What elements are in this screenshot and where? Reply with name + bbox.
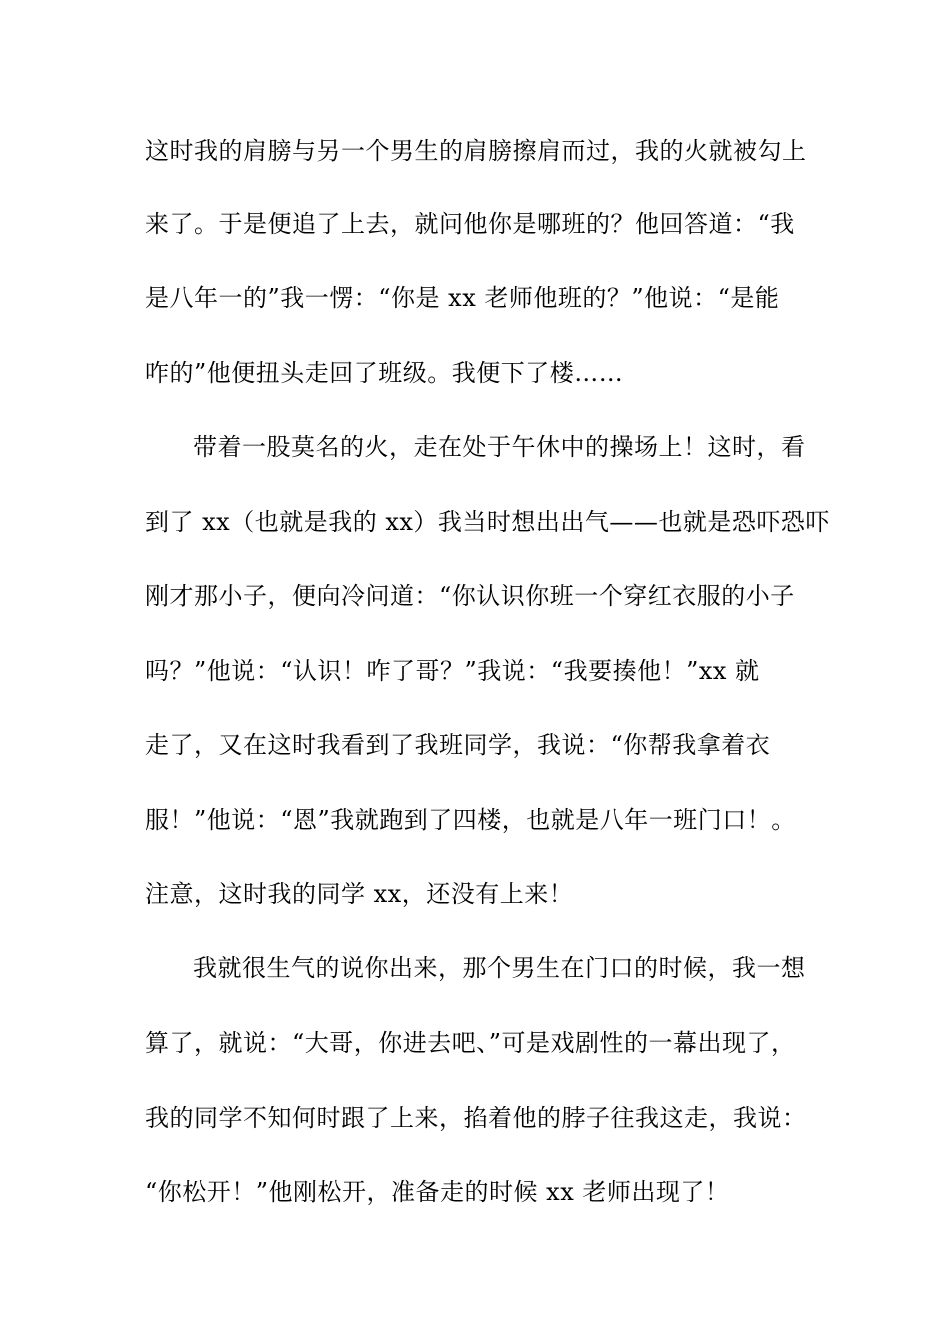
paragraph-start-line: 我就很生气的说你出来，那个男生在门口的时候，我一想 xyxy=(193,954,806,982)
text-line: 来了。于是便追了上去，就问他你是哪班的？他回答道：“我 xyxy=(145,210,795,238)
text-line: “你松开！”他刚松开，准备走的时候 xx 老师出现了！ xyxy=(145,1178,730,1206)
text-line: 走了，又在这时我看到了我班同学，我说：“你帮我拿着衣 xyxy=(145,731,771,759)
text-line: 算了，就说：“大哥，你进去吧、”可是戏剧性的一幕出现了， xyxy=(145,1029,796,1057)
text-line: 刚才那小子，便向冷问道：“你认识你班一个穿红衣服的小子 xyxy=(145,582,795,610)
text-line: 咋的”他便扭头走回了班级。我便下了楼…… xyxy=(145,359,624,387)
text-line: 到了 xx（也就是我的 xx）我当时想出出气——也就是恐吓恐吓 xyxy=(145,508,830,536)
text-line: 这时我的肩膀与另一个男生的肩膀擦肩而过，我的火就被勾上 xyxy=(145,137,807,165)
text-line: 我的同学不知何时跟了上来，掐着他的脖子往我这走，我说： xyxy=(145,1104,807,1132)
text-line: 服！”他说：“恩”我就跑到了四楼，也就是八年一班门口！。 xyxy=(145,806,796,834)
text-line: 注意，这时我的同学 xx，还没有上来！ xyxy=(145,880,574,908)
paragraph-start-line: 带着一股莫名的火，走在处于午休中的操场上！这时，看 xyxy=(193,433,806,461)
text-line: 吗？”他说：“认识！咋了哥？”我说：“我要揍他！”xx 就 xyxy=(145,657,760,685)
text-line: 是八年一的”我一愣：“你是 xx 老师他班的？”他说：“是能 xyxy=(145,284,780,312)
